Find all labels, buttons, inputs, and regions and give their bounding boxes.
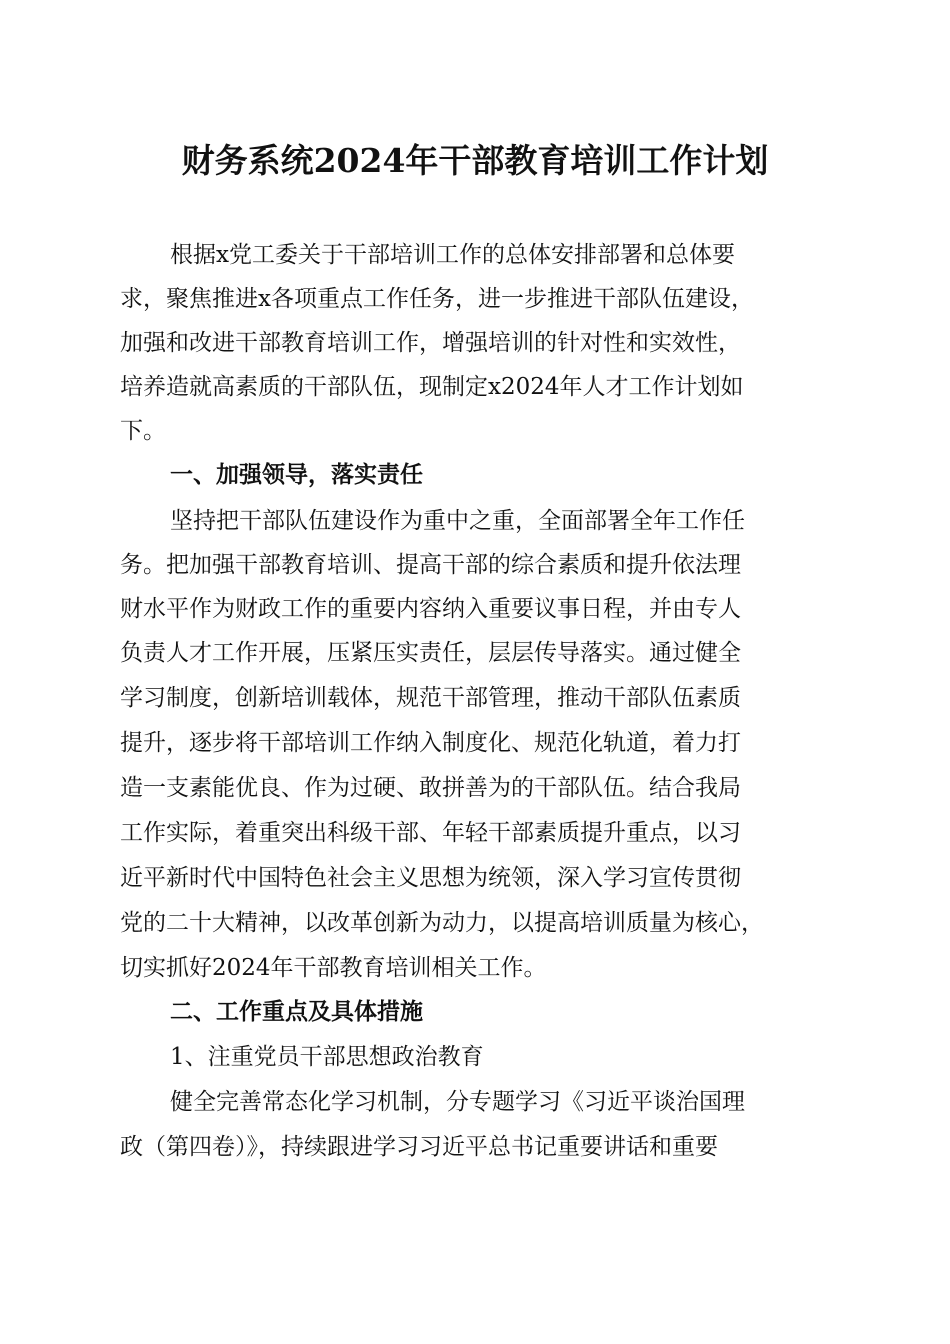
document-title: 财务系统2024年干部教育培训工作计划	[181, 141, 769, 180]
subsection1-heading: 1、注重党员干部思想政治教育	[170, 1044, 484, 1070]
section1-line-10: 党的二十大精神，以改革创新为动力，以提高培训质量为核心，	[120, 910, 764, 936]
section1-line-7: 造一支素能优良、作为过硬、敢拼善为的干部队伍。结合我局	[120, 775, 741, 801]
intro-line-2: 求，聚焦推进x各项重点工作任务，进一步推进干部队伍建设，	[120, 286, 754, 312]
section1-line-8: 工作实际，着重突出科级干部、年轻干部素质提升重点，以习	[120, 820, 741, 846]
subsection1-line-2: 政（第四卷）》，持续跟进学习习近平总书记重要讲话和重要	[120, 1134, 718, 1160]
section1-line-2: 务。把加强干部教育培训、提高干部的综合素质和提升依法理	[120, 552, 741, 578]
section1-heading: 一、加强领导，落实责任	[170, 462, 423, 488]
section1-line-6: 提升，逐步将干部培训工作纳入制度化、规范化轨道，着力打	[120, 730, 741, 756]
intro-line-3: 加强和改进干部教育培训工作，增强培训的针对性和实效性，	[120, 330, 741, 356]
intro-line-4: 培养造就高素质的干部队伍，现制定x2024年人才工作计划如	[120, 374, 744, 400]
section1-line-11: 切实抓好2024年干部教育培训相关工作。	[120, 955, 547, 981]
section1-line-4: 负责人才工作开展，压紧压实责任，层层传导落实。通过健全	[120, 640, 741, 666]
intro-line-1: 根据x党工委关于干部培训工作的总体安排部署和总体要	[170, 242, 735, 268]
intro-line-5: 下。	[120, 418, 166, 444]
section1-line-9: 近平新时代中国特色社会主义思想为统领，深入学习宣传贯彻	[120, 865, 741, 891]
section1-line-1: 坚持把干部队伍建设作为重中之重，全面部署全年工作任	[170, 508, 745, 534]
section1-line-5: 学习制度，创新培训载体，规范干部管理，推动干部队伍素质	[120, 685, 741, 711]
section1-line-3: 财水平作为财政工作的重要内容纳入重要议事日程，并由专人	[120, 596, 741, 622]
section2-heading: 二、工作重点及具体措施	[170, 999, 423, 1025]
subsection1-line-1: 健全完善常态化学习机制，分专题学习《习近平谈治国理	[170, 1089, 745, 1115]
